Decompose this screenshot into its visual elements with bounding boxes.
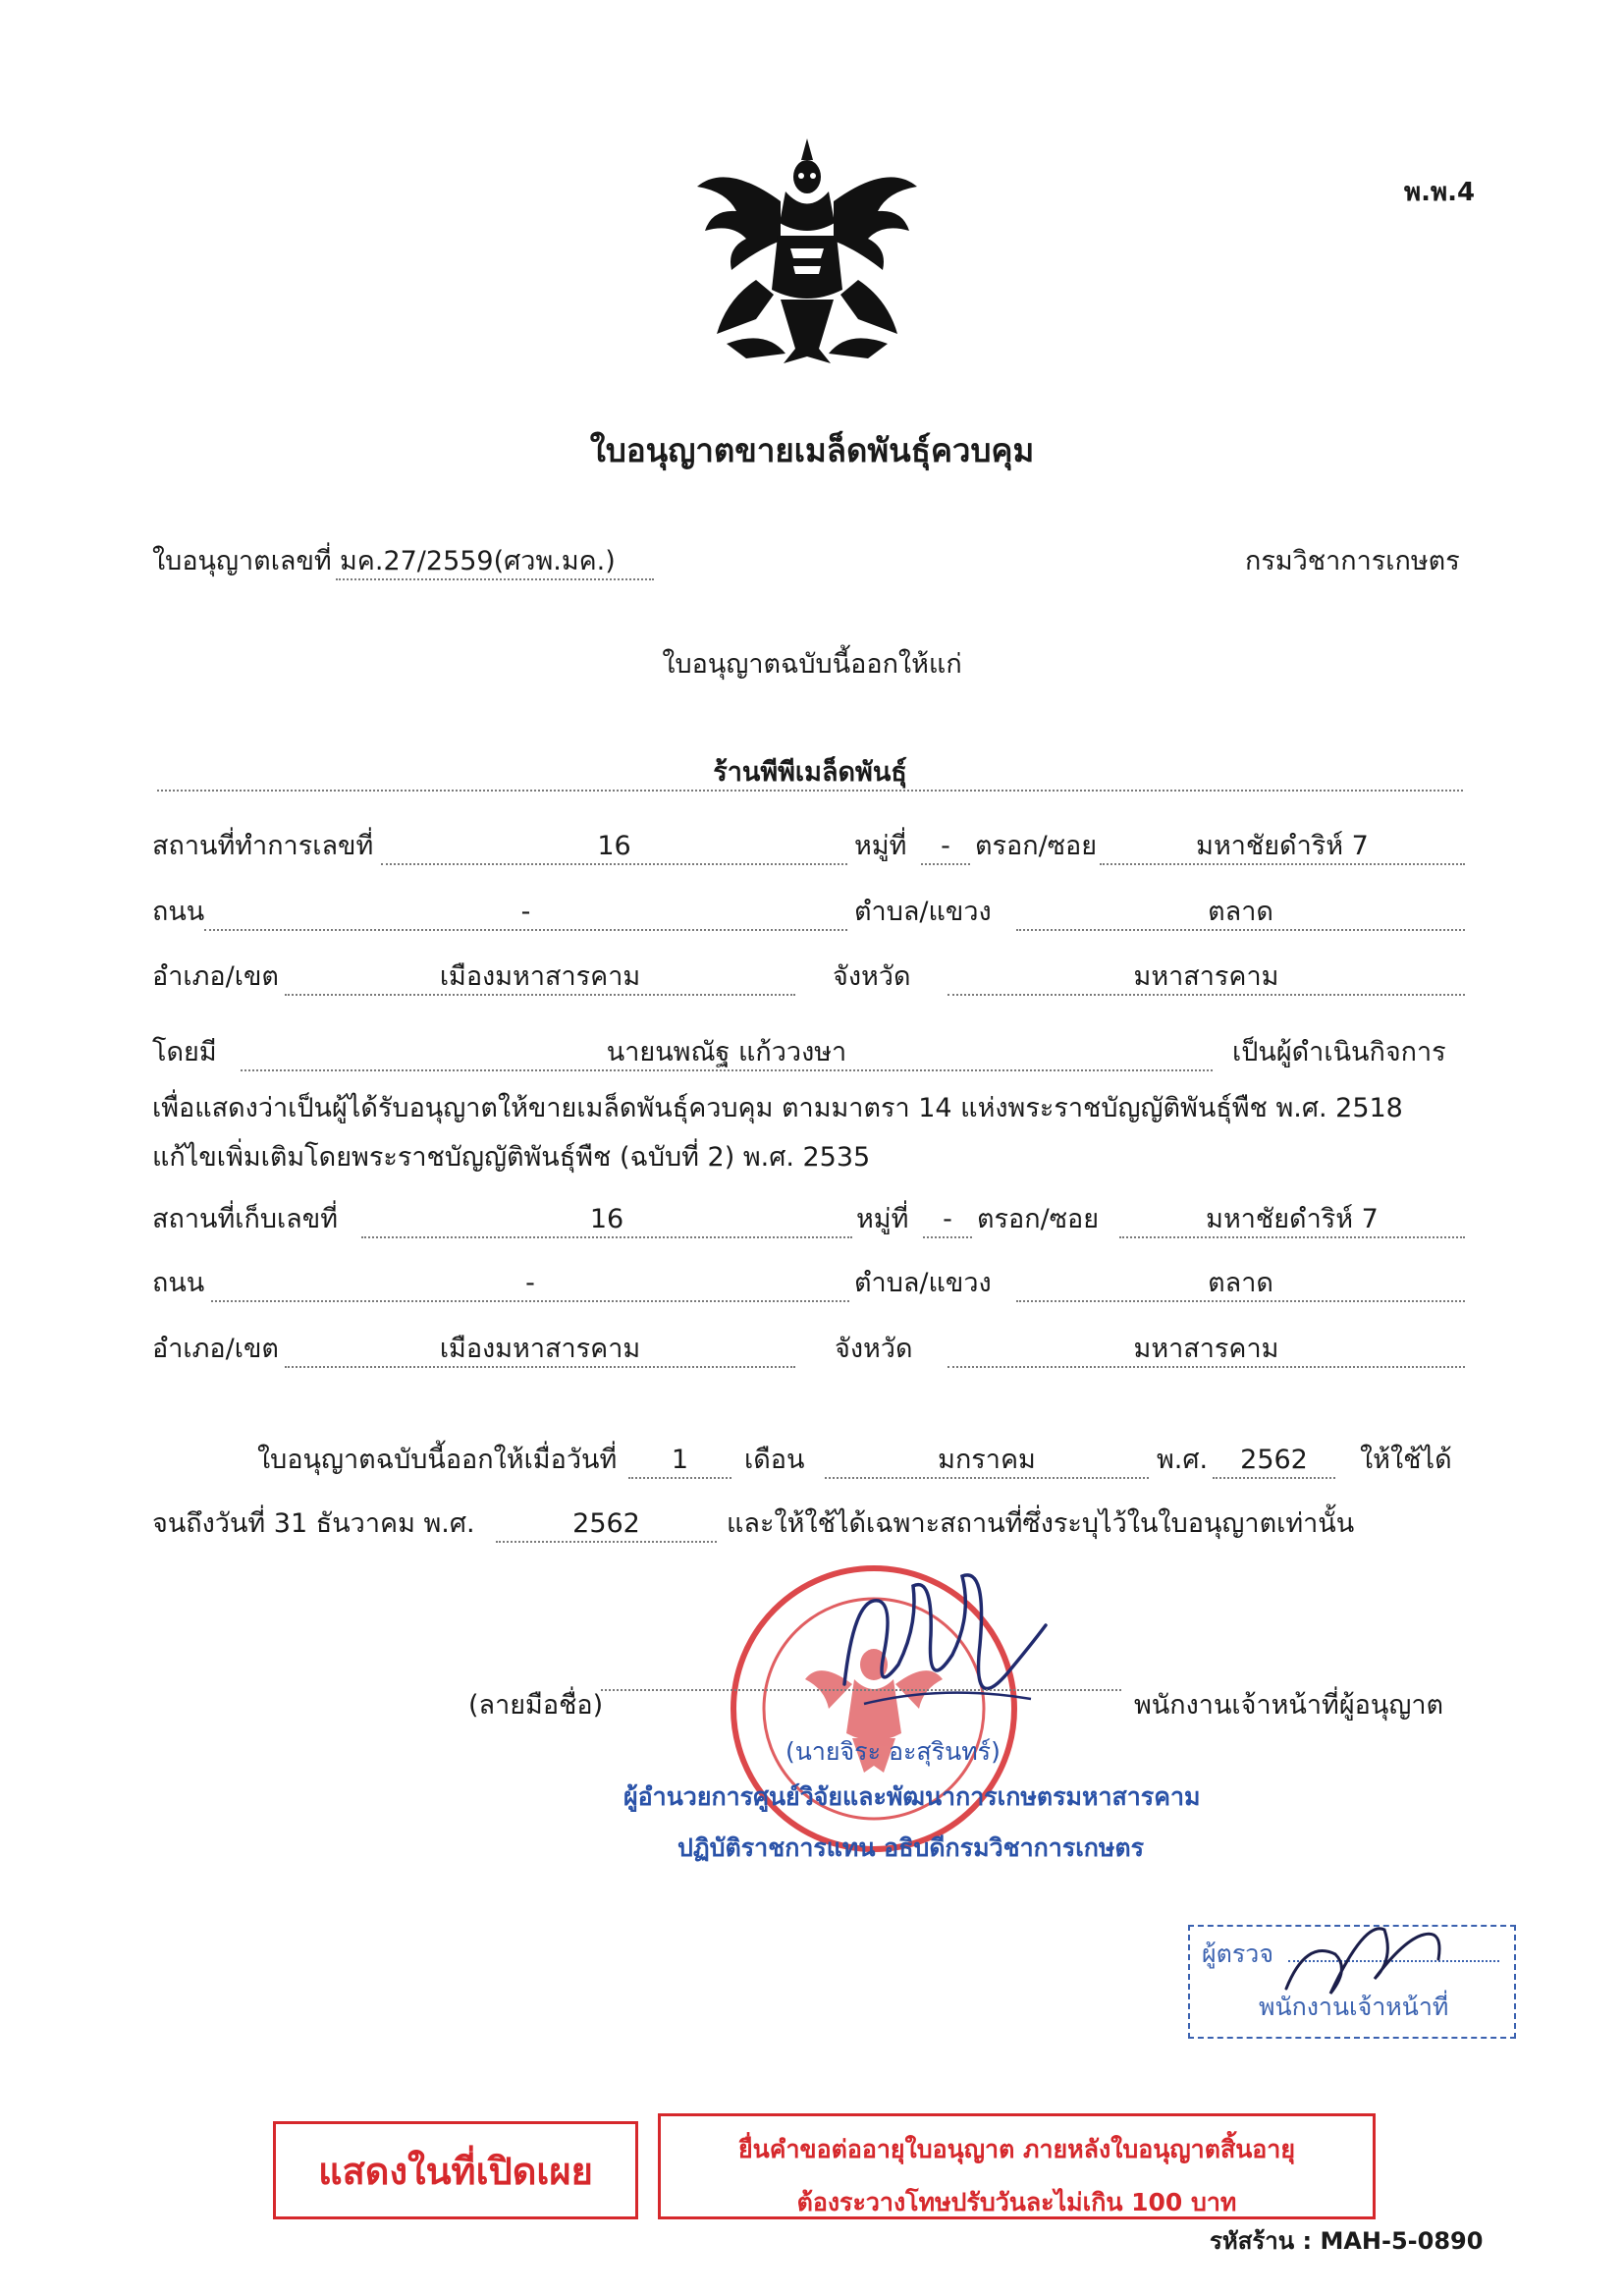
inspector-signature (1276, 1900, 1453, 2018)
issued-date-label: ใบอนุญาตฉบับนี้ออกให้เมื่อวันที่ (257, 1445, 618, 1475)
storage-soi-label: ตรอก/ซอย (977, 1204, 1100, 1234)
until-label: จนถึงวันที่ 31 ธันวาคม พ.ศ. (152, 1508, 475, 1539)
garuda-emblem (687, 133, 928, 373)
issued-to-label: ใบอนุญาตฉบับนี้ออกให้แก่ (662, 649, 962, 680)
issued-day: 1 (628, 1444, 731, 1479)
renewal-notice (658, 2113, 1376, 2219)
inspection-stamp-line-2: พนักงานเจ้าหน้าที่ (1259, 1993, 1449, 2021)
storage-tambon-label: ตำบล/แขวง (854, 1268, 992, 1298)
storage-no-label: สถานที่เก็บเลขที่ (152, 1204, 338, 1234)
signer-role: พนักงานเจ้าหน้าที่ผู้อนุญาต (1134, 1690, 1444, 1721)
scope-text: และให้ใช้ได้เฉพาะสถานที่ซึ่งระบุไว้ในใบอนุญาตเท่านั้น (727, 1508, 1355, 1539)
business-moo-label: หมู่ที่ (854, 831, 907, 861)
inspection-stamp-line-1: ผู้ตรวจ (1202, 1940, 1273, 1968)
issued-month: มกราคม (825, 1444, 1149, 1479)
statement-line-2: แก้ไขเพิ่มเติมโดยพระราชบัญญัติพันธุ์พืช (ฉบับที่ 2) พ.ศ. 2535 (152, 1142, 871, 1173)
signer-title-line-2: ปฏิบัติราชการแทน อธิบดีกรมวิชาการเกษตร (677, 1833, 1145, 1862)
statement-line-1: เพื่อแสดงว่าเป็นผู้ได้รับอนุญาตให้ขายเมล็ดพันธุ์ควบคุม ตามมาตรา 14 แห่งพระราชบัญญัติพันธุ์พืช พ.ศ. 2518 (152, 1093, 1403, 1123)
public-display-notice (273, 2121, 638, 2219)
storage-moo: - (923, 1203, 972, 1238)
form-code: พ.พ.4 (1404, 178, 1476, 207)
issued-month-label: เดือน (744, 1445, 805, 1475)
business-province-label: จังหวัด (833, 961, 911, 992)
renewal-notice-line-1: ยื่นคำขอต่ออายุใบอนุญาต ภายหลังใบอนุญาตสิ้นอายุ (738, 2135, 1295, 2163)
storage-province-label: จังหวัด (835, 1334, 913, 1364)
business-soi-label: ตรอก/ซอย (975, 831, 1098, 861)
storage-tambon: ตลาด (1016, 1267, 1465, 1302)
usable-label: ให้ใช้ได้ (1360, 1445, 1452, 1475)
storage-soi: มหาชัยดำริห์ 7 (1119, 1203, 1465, 1238)
storage-road-label: ถนน (152, 1268, 205, 1298)
business-soi: มหาชัยดำริห์ 7 (1100, 830, 1465, 865)
business-road: - (204, 896, 847, 931)
signer-name: (นายจิระ อะสุรินทร์) (785, 1737, 1001, 1766)
business-amphoe: เมืองมหาสารคาม (285, 960, 795, 996)
storage-no: 16 (361, 1203, 852, 1238)
business-tambon: ตลาด (1016, 896, 1465, 931)
until-year: 2562 (496, 1507, 717, 1543)
public-display-notice-text: แสดงในที่เปิดเผย (318, 2149, 593, 2193)
signature-line (601, 1689, 1121, 1691)
storage-road: - (211, 1267, 849, 1302)
shop-code (1210, 2221, 1483, 2260)
shop-name: ร้านพีพีเมล็ดพันธุ์ (157, 756, 1463, 792)
signer-title-line-1: ผู้อำนวยการศูนย์วิจัยและพัฒนาการเกษตรมหาสารคาม (623, 1782, 1201, 1811)
storage-amphoe-label: อำเภอ/เขต (152, 1334, 279, 1364)
issued-year: 2562 (1213, 1444, 1335, 1479)
document-title: ใบอนุญาตขายเมล็ดพันธุ์ควบคุม (589, 431, 1035, 469)
license-no-value: มค.27/2559(ศวพ.มค.) (336, 545, 654, 580)
operator-prefix: โดยมี (152, 1037, 217, 1067)
handwritten-signature (825, 1557, 1060, 1743)
signature-label: (ลายมือชื่อ) (468, 1690, 604, 1721)
operator-suffix: เป็นผู้ดำเนินกิจการ (1232, 1037, 1446, 1067)
shop-code-value: MAH-5-0890 (1320, 2227, 1484, 2255)
business-amphoe-label: อำเภอ/เขต (152, 961, 279, 992)
business-province: มหาสารคาม (947, 960, 1465, 996)
storage-moo-label: หมู่ที่ (856, 1204, 909, 1234)
renewal-notice-line-2: ต้องระวางโทษปรับวันละไม่เกิน 100 บาท (796, 2188, 1237, 2216)
issued-year-label: พ.ศ. (1157, 1445, 1209, 1475)
license-no-label: ใบอนุญาตเลขที่ (152, 546, 332, 576)
business-road-label: ถนน (152, 897, 205, 927)
business-tambon-label: ตำบล/แขวง (854, 897, 992, 927)
storage-amphoe: เมืองมหาสารคาม (285, 1333, 795, 1368)
business-no: 16 (381, 830, 847, 865)
department-name: กรมวิชาการเกษตร (1245, 546, 1460, 576)
operator-name: นายนพณัฐ แก้ววงษา (241, 1036, 1213, 1071)
business-no-label: สถานที่ทำการเลขที่ (152, 831, 374, 861)
storage-province: มหาสารคาม (947, 1333, 1465, 1368)
business-moo: - (921, 830, 970, 865)
shop-code-label: รหัสร้าน : (1210, 2227, 1313, 2255)
